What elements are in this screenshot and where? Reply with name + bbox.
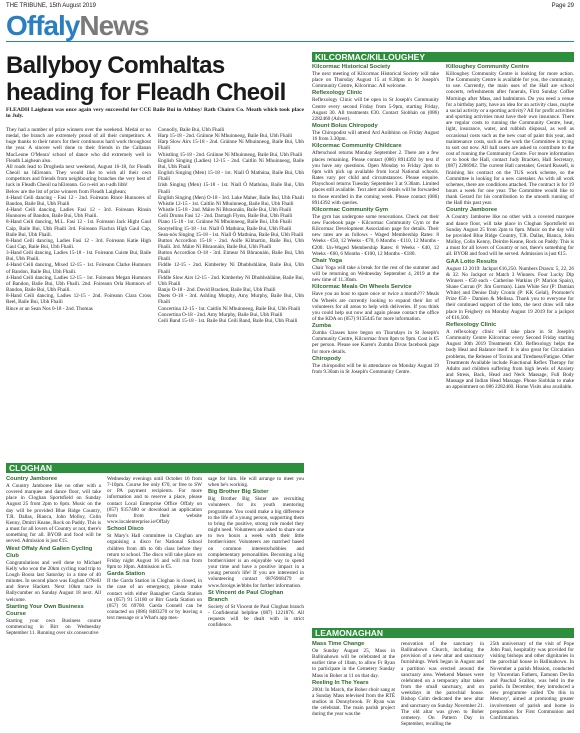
paragraph: Sean-nós Singing 15-18 - 1st. Niall Ó Mathúna, Baile Bui, Ubh Fhaili <box>158 231 304 238</box>
item-heading: West Offaly And Galien Cycling Club <box>6 545 93 559</box>
paragraph: 4-Hand Ceili dancing, Ladies 12-15 - 1st. Foireann Megan Humnors of Bandon, Baile Bui, Ubh Fhaili. 2nd. Foireann Orla Humnors of Bandon, Baile Bui, Ubh Fhaili. <box>6 274 151 294</box>
item-body: If the Garda Station in Cloghan is closed, in the case of an emergency, please make contact with either Banagher Garda Station on (057) 91 51180 or Birr Garda Station on (057) 91 69700. Garda Connell can be contacted on (086) 8483270 or by leaving a text message or a What's app mes- <box>107 578 202 622</box>
item-body: The chiropodist will be in attendance on Monday August 19 from 9.30am in St Joseph's Community Centre. <box>312 362 439 375</box>
paragraph: 8-Hand Ceili dancing, Ladies Fasi 12 - 3rd. Foireann Katie High Gaul Cap, Baile Bui, Ubh Fhaili. <box>6 237 151 250</box>
paragraph: Irish Singing (Men) 15-18 - 1st. Niall Ó Mathúna, Baile Bui, Ubh Fhaili <box>158 182 304 195</box>
paragraph: 4-Hand Ceili dancing, Ladies Fasi 12 - 3rd. Foireann Rinsin Hunnores of Bandon, Baile Bui, Ubh Fhaili. <box>6 207 151 220</box>
item-body: sage for him. He will arrange to meet you when he's working. <box>208 476 304 489</box>
item-body: Congratulations and well done to Michael Kelly who won the 20km cycling road trip to Lough Boora last Saturday in a time of 40 minutes. In second place was Eoghan O'Neill and Steve Hackett. Next 10km race in Ballycumber on Sunday August 18 next. All welcome. <box>6 559 101 603</box>
paragraph: Whistle 15-18 - 2nd. Máire Ní Bhraonáin, Baile Bui, Ubh Fhaili <box>158 207 292 214</box>
item-body: Big Brother Big Sister are recruiting volunteers for its youth mentoring programme. You could make a big difference to the life of a young person, supporting them to bring the positive, strong role model they might need. Volunteers are asked to share one to two hours a week with their little brother/sister. Volunteers are matched based on common interests/hobbies and complementary personalities. Becoming a big brother/sister is an enjoyable way to spend your time and have a positive impact in a young person's life! If you are interested in volunteering contact 0876968479 or www.foroige.ie/bbbs for further information. <box>208 496 304 589</box>
main-story-column-2 <box>158 127 304 458</box>
item-body: 25th anniversary of the visit of Pope John Paul, hospitality was provided for visiting bishops and other dignitaries in the parochial house in Ballinahown. In November a parish Mission, conducted by Vincentian Fathers, Eamonn Devlin and Paschal Scallon, was held in the parish. In December, they introduced a new programme called 'Do this in Memory', aimed at promoting greater involvement of parish and home in preparation for First Communion and Confirmation. <box>490 641 574 721</box>
paragraph: Harp Slow Airs 15-18 - 2nd. Gráinne Ní Mhuinneog, Baile Bui, Ubh Fhaili <box>158 139 304 152</box>
paragraph: 3-Hand Ceili dancing, Ladies 15-18 - 1st. Foireann Cuiste Bui, Baile Bui, Ubh Fhaili. <box>6 250 151 263</box>
item-body: Society of St Vincent de Paul Cloghan branch - Confidential helpline (087) 1221876. All requests will be dealt with in strict confidence. <box>208 603 304 629</box>
item-body: Killoughey Community Centre is looking for more action. The Community Centre is available for you, the community, to use. Currently, the main uses of the Hall are school concerts, refreshments after funerals, First Sunday Coffee Mornings after Mass, and badminton. Do you need a venue for a birthday party, have an idea for an activity class, maybe a social activity or a sporting activity? All for profit activities and sporting activities must have their own insurance. There are regular costs to running the Community Centre, heat, light, insurance, water, and rubbish disposal, as well as occasional costs such as the new coat of paint this year, and maintenance costs, such as the work the Committee is trying to sort out now. All hall users are asked to contribute to the cost of running the Community Centre. For more information or to book the Hall, contact Judy Bracken, Hall Secretary, (087) 2286982. The current Hall caretaker, Gerard Russell, is finishing his contract on the TUS work scheme, so the Committee is looking for a new caretaker. As with all work schemes, there are conditions attached. The contract is for 19 hours a week for one year. The Committee would like to thank Gerard for his contribution to the smooth running of the Hall this past year. <box>446 71 574 207</box>
page-number: Page 29 <box>551 3 574 9</box>
item-heading: St Vincent de Paul Cloghan Branch <box>208 589 284 603</box>
section-banner-kilcormac: KILCORMAC/KILLOUGHEY <box>312 52 574 62</box>
paragraph: Piano 15-18 - 1st. Gráinne Ní Mhuinneog, Baile Bui, Ubh Fhaili <box>158 219 292 226</box>
masthead <box>6 12 574 42</box>
item-body: A Country Jamboree like no other with a covered marquee and dance floor, will take place in Cloghan Sportsfield on Sunday August 25 from 2pm to 6pm. Music on the day will be provided Blue Ridge Country, T.R. Dallas, Bianca, John Molloy, Colin Kenny, Deirdre Keane, Rock on Paddy. This is a must for all lovers of Country or not, there's something for all. BYOB and food will be served. Admission is just €15. <box>446 214 574 258</box>
item-body: Wednesday evenings until October 16 from 7-10pm. Course fee only €70, or free to SW or PA payment recipients. For more information and to reserve a place, please contact Local Enterprise Office Offaly on (057) 9357480 or download an application form from their website www.localenterprise.ie/Offaly <box>107 476 202 526</box>
item-heading: Starting Your Own Business Course <box>6 603 84 617</box>
item-body: Chair Yoga will take a break for the rest of the summer and will be returning on Wednesday September 4, 2019 at the new time of 11.30am. <box>312 264 439 284</box>
paragraph: Banjo O-18 - 2nd. David Bracken, Baile Bui, Ubh Fhaili <box>158 287 276 294</box>
main-story-column-1 <box>6 127 151 458</box>
paragraph: Connolly, Baile Bui, Ubh Fhaili <box>158 127 225 133</box>
paragraph: They had a number of prize winners over the weekend. Medal or no medal, the branch are extremely proud of all their competitors. A huge thanks to their tutors for their continuous hard work throughout the year. A sincere well done to their friends in the Callanan MacLeone O'Meara' school of dance who did extremely well in Fleadh Laighean also. <box>6 127 151 164</box>
paragraph: 8-Hand Ceili dancing, M.L. Fasi 12 - 1st. Foireann Jack Hight Gaul Caip, Baile Bui, Ubh Fhaili 3rd. Foireann Fiachra High Gaul Cap, Baile Bui, Ubh Fhaili. <box>6 219 151 238</box>
paragraph: Harp 15-18 - 2nd. Gráinne Ní Mhuinneog, Baile Bui, Ubh Fhaili <box>158 133 293 140</box>
item-body: Have you an hour to spare once or twice a month??? Meals On Wheels are currently looking to expand their list of volunteers for all areas to help with deliveries. If you think you could help out now and again please contact the office of the KDA on (057) 9135445 for more information. <box>312 291 439 322</box>
item-heading: Chiropody <box>312 355 341 362</box>
paragraph: English Singing (Men) 15-18 - 1st. Niall Ó Mathúna, Baile Bui, Ubh Fhaili <box>158 170 304 183</box>
item-heading: Chair Yoga <box>312 257 343 264</box>
item-heading: Garda Station <box>107 571 146 578</box>
item-heading: Country Jamboree <box>6 476 58 482</box>
item-body: renovation of the sanctuary in Ballinahown Church, including the provision of a new altar and sanctuary furnishings. Work began in August and a partition was erected around the sanctuary area. Weekend Masses were celebrated on a temporary altar taken from the small sanctuary, and on weekdays in the parochial house. Bishop Colm dedicated the new altar and sanctuary on Sunday November 21. The old altar was given to Boher cemetery. On Pattern Day in September, recalling the <box>401 641 484 728</box>
cloghan-column-1 <box>6 476 101 731</box>
item-body: On Sunday August 25, Mass in Ballinahown will be celebrated at the earlier time of 10am, to allow Fr Ryan to participate in the Cemetery Sunday Mass in Boher at 11 on that day. <box>312 648 395 679</box>
item-heading: GAA Lotto Results <box>446 258 498 265</box>
paragraph: Fiddle 12-15 - 2nd. Kimberley Ní Dhubhshláine, Baile Bui, Ubh Fhaili <box>158 262 304 275</box>
paragraph: Fiddle Slow Airs 12-15 - 2nd. Kimberley Ní Dhubhshláine, Baile Bui, Ubh Fhaili <box>158 274 304 287</box>
leamonaghan-column-3 <box>490 641 574 731</box>
item-heading: Kilcormac Community Gym <box>312 206 389 213</box>
paragraph: English Singing (Ladies) 12-15 - 2nd. Caitlín Ní Mhuinneog, Baile Bui, Ubh Fhaili <box>158 157 304 170</box>
item-heading: Reflexology Clinic <box>446 321 497 328</box>
item-body: Starting your own Business course commencing in Birr on Wednesday September 11. Running over six consecutive <box>6 617 101 636</box>
item-body: 2004: In March, the Boher choir sang at a Sunday Mass televised from the RTÉ studios in Donnybrook. Fr Ryan was the celebrant. The main parish project during the year was the <box>312 686 395 718</box>
item-heading: Reeling In The Years <box>312 679 369 686</box>
section-banner-leamonaghan: LEAMONAGHAN <box>312 628 574 638</box>
paragraph: Ceili Band 15-18 - 1st. Baile Bui Ceili Band, Baile Bui, Ubh Fhaili <box>158 317 298 324</box>
main-headline: Ballyboy Comhaltas heading for Fleadh Cheoil <box>6 52 286 106</box>
paragraph: 4-Hand Ceili dancing, Mixed 12-15 - 1st. Foireann Clarke Humnors of Bandon, Baile Bui, Ubh Fhaili. <box>6 262 151 275</box>
item-heading: Kilcormac Historical Society <box>312 64 391 70</box>
item-body: August 12 2019: Jackpot €16,250. Numbers Drawn: 5, 22, 26 & 32. No Jackpot or Match 3 Winners. Four Lucky Dip Winners - €50 each - Catherine Watkins (P: Marion Spain), Shane Curran (P: Jim Gorman). Liam White Snr (P: Damian White) and Denise Daly Cronin (P: KK Gelal), Promoter's Prize €50 - Damien & Melissa. Thank you to everyone for their continued support of the lotto, the next draw will take place in Feighery on Monday August 19 2019 for a jackpot of €16,500. <box>446 265 574 321</box>
main-lede: FLEADH Laighean was once again very successful for CCE Baile Bui in Athboy/ Rath Chairn Co. Meath which took place in July. <box>6 107 304 120</box>
paragraph: 8-Hand Ceili dancing, Ladies 12-15 - 2nd. Foireann Ciara Cross Reel, Baile Bui, Ubh Fhaili <box>6 293 151 306</box>
item-heading: Mass Time Change <box>312 641 365 647</box>
item-body: The gym has undergone some renovations. Check out their new Facebook page - Kilcormac Community Gym or the Kilcormac Development Association page for details. Their new rates are as follows - Waged Membership Rates: 8 Weeks - €50, 12 Weeks - €70, 6 Months - €110, 12 Months - €200. Un-Waged Membership Rates: 8 Weeks - €40, 12 Weeks - €60, 6 Months - €100, 12 Months - €180. <box>312 213 439 257</box>
paragraph: Button Accordion 15-18 - 2nd. Aoife Kilmartin, Baile Bui, Ubh Fhaili. 3rd. Máire Ní Bhraonáin, Baile Bui, Ubh Fhaili <box>158 237 304 250</box>
paragraph: English Singing (Men) O-18 - 3rd. Luke Maher, Baile Bui, Ubh Fhaili <box>158 194 304 201</box>
item-heading: Country Jamboree <box>446 207 498 214</box>
item-body: Zumba Classes have begun on Thursdays in St Joseph's Community Centre, Kilcormac from 8pm to 9pm. Cost is €5 per person. Please see Karen's Zumba Divas facebook page for more details. <box>312 330 439 355</box>
item-body: The next meeting of Kilcormac Historical Society will take place on Thursday August 15 at 8.30pm in St Joseph's Community Centre, Kilcormac. All welcome. <box>312 71 439 90</box>
paragraph: Duets O-18 - 3rd. Ashling Murphy, Amy Murphy, Baile Bui, Ubh Fhaili <box>158 293 304 306</box>
kilcormac-column-1 <box>312 64 439 624</box>
paragraph: Whistling 15-18 - 2nd. Gráinne Ní Mhuinneog, Baile Bui, Ubh Fhaili <box>158 151 303 158</box>
item-body: Afterschool returns Monday September 2. There are a few places remaining. Please contact (086) 8914392 by text if you have any questions. Open Monday to Friday 2pm to 6pm with pick up available from local National schools. Rates vary per child and circumstances. Please enquire. Playschool returns Tuesday September 3 at 9.30am. Limited places still available. Text alert and details will be forwarded to those enrolled in the coming week. Please contact (086) 8914392 with queries. <box>312 150 439 206</box>
publication-date: THE TRIBUNE, 15th August 2019 <box>6 3 96 9</box>
paragraph: Rince ar an Sean Nos 0-18 - 2nd. Thomas <box>6 305 93 312</box>
paragraph: Concertina 12-15 - 1st. Caitlín Ní Mhuinneog, Baile Bui, Ubh Fhaili <box>158 305 301 312</box>
leamonaghan-column-1 <box>312 641 395 731</box>
paragraph: Below are the list of prize winners from Fleadh Laighean; <box>6 188 127 195</box>
item-body: The Chiropodist will attend Ard Aoibhinn on Friday August 16 from 3.30pm. <box>312 130 439 143</box>
item-body: St Mary's Hall committee in Cloghan are organising a disco for National School children from 4th to 6th class before they return to school. The disco will take place on Friday night August 16 and will run from 8pm to 10pm. Admission is €5. <box>107 533 202 571</box>
item-heading: Kilcormac Meals On Wheels Service <box>312 284 412 291</box>
item-heading: Mount Bolus Chiropody <box>312 123 378 130</box>
item-heading: Zumba <box>312 323 332 330</box>
paragraph: All roads lead to Drogheda next weekend, August 16-18, for Fleadh Cheoil na hEireann. They would like to wish all their own competitors and friends from neighbouring branches the very best of luck in Fleadh Cheoil na hEireann. Go n-eiri an t-adh libh! <box>6 163 151 189</box>
leamonaghan-column-2 <box>401 641 484 731</box>
paragraph: 4-Hand Ceili dancing - Fasi 12 - 2nd. Foireann Rince Hunnores of Bandon, Baile Bui, Ubh Fhaili <box>6 194 151 207</box>
item-heading: Big Brother Big Sister <box>208 489 269 496</box>
paragraph: Whistle 12-15 - 1st. Caitlín Ní Mhuinneog, Baile Bui, Ubh Fhaili <box>158 200 294 207</box>
cloghan-column-3 <box>208 476 304 731</box>
offaly-news-logo: OffalyNews <box>6 10 149 41</box>
paragraph: Button Accordion O-18 - 3rd. Eimear Ní Bhraonáin, Baile Bui, Ubh Fhaili <box>158 250 304 263</box>
item-body: A Country Jamboree like no other with a covered marquee and dance floor, will take place in Cloghan Sportsfield on Sunday August 25 from 2pm to 6pm. Music on the day will be provided Blue Ridge Country, T.R. Dallas, Bianca, John Molloy, Colin Kenny, Dmitri Keane, Rock on Paddy. This is a must for all lovers of Country or not, there's something for all. BYOB and food will be served. Admission is just €15. <box>6 483 101 545</box>
item-heading: Reflexology Clinic <box>312 90 363 97</box>
section-banner-cloghan: CLOGHAN <box>6 463 304 473</box>
item-heading: School Disco <box>107 526 144 533</box>
cloghan-column-2 <box>107 476 202 731</box>
paragraph: Storytelling 15-18 - 1st. Niall Ó Mathúna, Baile Bui, Ubh Fhaili <box>158 225 292 232</box>
item-heading: Kilcormac Community Childcare <box>312 143 402 150</box>
paragraph: Ceili Drums Fasi 12 - 2nd. Darragh Flynn, Baile Bui, Ubh Fhaili <box>158 213 293 220</box>
item-body: Reflexology Clinic will be open in St Joseph's Community Centre every second Friday from 5-9pm, starting Friday, August 30. All treatments €30. Contact Siobhán on (086) 2282460 (Advert). <box>312 97 439 122</box>
kilcormac-column-2 <box>446 64 574 624</box>
item-heading: Killoughey Community Centre <box>446 64 530 70</box>
paragraph: Concertina O-18 - 2nd. Amy Murphy, Baile Bui, Ubh Fhaili <box>158 311 283 318</box>
item-body: A reflexology clinic will take place in St Joseph's Community Centre Kilcormac every Second Friday starting August 30th 2019 Treatments €30. Reflexology helps the body Heal and Balance itself. It is also great for Circulation problems, the Release of Toxins and Tiredness/Fatigue. Other Treatments Available include Functional Reflex Therapy for Adults and children suffering from high levels of Anxiety and Stress, Back, Head and Neck Massage, Full Body Massage and Indian Head Massage. Phone Siobhán to make an appointment on 086 2282460. Home Visits also available. <box>446 328 574 391</box>
